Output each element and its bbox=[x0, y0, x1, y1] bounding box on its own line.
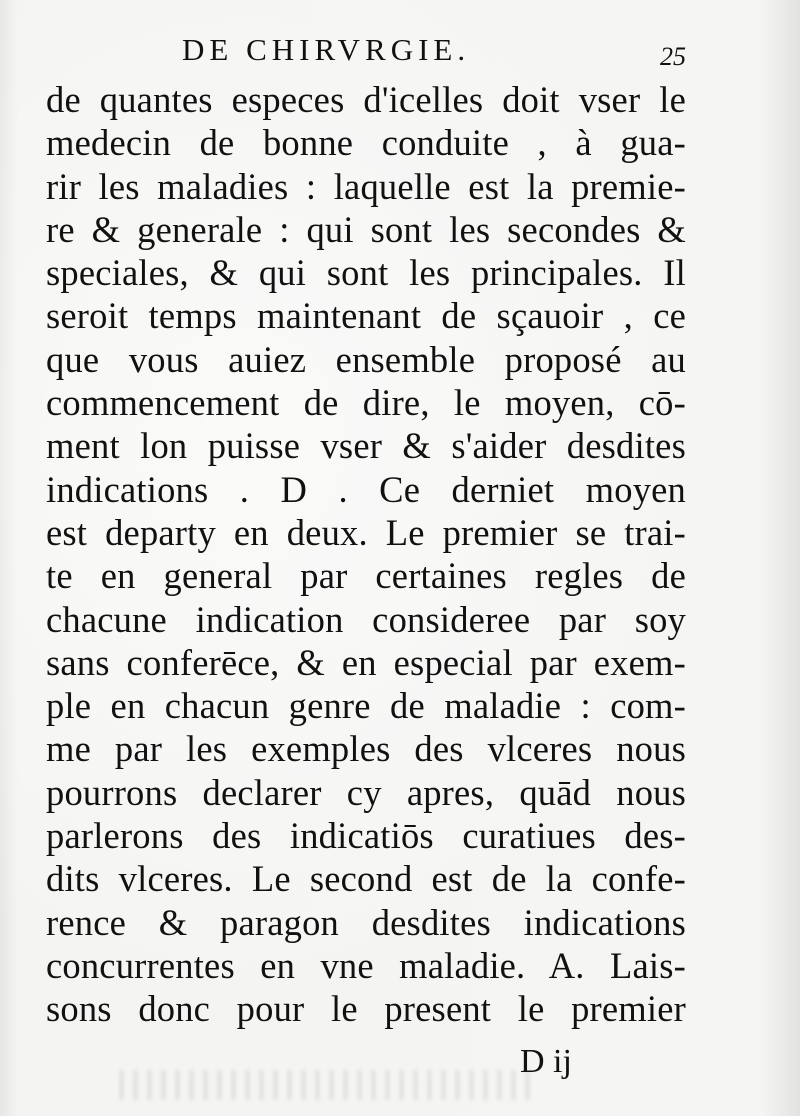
text-line: rence & paragon desdites indications bbox=[46, 901, 686, 943]
text-line: medecin de bonne conduite , à gua- bbox=[46, 122, 686, 164]
text-line: pourrons declarer cy apres, quād nous bbox=[46, 771, 686, 813]
text-line: rir les maladies : laquelle est la premie- bbox=[46, 165, 686, 207]
text-line: chacune indication consideree par soy bbox=[46, 598, 686, 640]
text-line: sans conferēce, & en especial par exem- bbox=[46, 641, 686, 683]
text-line: indications . D . Ce derniet moyen bbox=[46, 468, 686, 510]
signature-mark: D ij bbox=[520, 1043, 572, 1080]
text-line: dits vlceres. Le second est de la confe- bbox=[46, 858, 686, 900]
text-line: ment lon puisse vser & s'aider desdites bbox=[46, 425, 686, 467]
show-through-texture bbox=[120, 1070, 540, 1100]
text-line: parlerons des indicatiōs curatiues des- bbox=[46, 815, 686, 857]
text-line: seroit temps maintenant de sçauoir , ce bbox=[46, 295, 686, 337]
text-line: est departy en deux. Le premier se trai- bbox=[46, 511, 686, 553]
body-text bbox=[46, 78, 686, 1031]
text-line: de quantes especes d'icelles doit vser le bbox=[46, 79, 686, 120]
page-number: 25 bbox=[660, 42, 686, 71]
page-header bbox=[0, 30, 800, 70]
text-line: me par les exemples des vlceres nous bbox=[46, 728, 686, 770]
text-line: te en general par certaines regles de bbox=[46, 555, 686, 597]
text-line: sons donc pour le present le premier bbox=[46, 988, 686, 1030]
text-line: speciales, & qui sont les principales. Il bbox=[46, 252, 686, 294]
text-line: commencement de dire, le moyen, cō- bbox=[46, 382, 686, 424]
text-line: re & generale : qui sont les secondes & bbox=[46, 208, 686, 250]
text-line: concurrentes en vne maladie. A. Lais- bbox=[46, 944, 686, 986]
text-line: que vous auiez ensemble proposé au bbox=[46, 338, 686, 380]
running-title: DE CHIRVRGIE. bbox=[182, 32, 471, 67]
text-line: ple en chacun genre de maladie : com- bbox=[46, 685, 686, 727]
